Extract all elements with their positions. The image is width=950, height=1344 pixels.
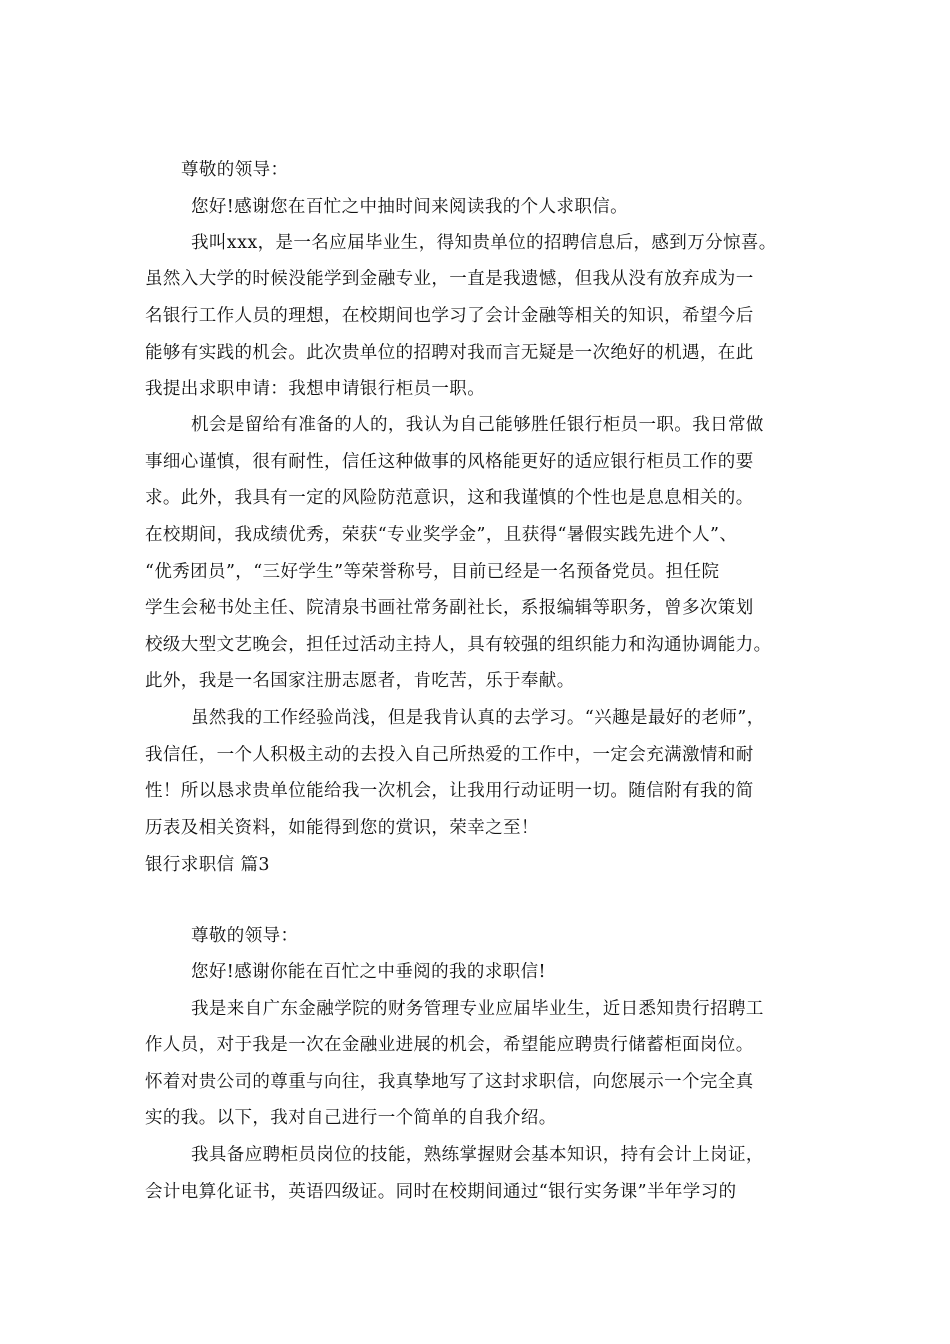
paragraph-line: 我是来自广东金融学院的财务管理专业应届毕业生，近日悉知贵行招聘工: [191, 999, 764, 1019]
paragraph-line: 作人员，对于我是一次在金融业进展的机会，希望能应聘贵行储蓄柜面岗位。: [145, 1035, 754, 1055]
paragraph-line: 我提出求职申请：我想申请银行柜员一职。: [145, 379, 486, 399]
paragraph-line: 实的我。以下，我对自己进行一个简单的自我介绍。: [145, 1108, 557, 1128]
paragraph-line: 机会是留给有准备的人的，我认为自己能够胜任银行柜员一职。我日常做: [191, 415, 764, 435]
paragraph-line: 事细心谨慎，很有耐性，信任这种做事的风格能更好的适应银行柜员工作的要: [145, 452, 754, 472]
paragraph-line: 求。此外，我具有一定的风险防范意识，这和我谨慎的个性也是息息相关的。: [145, 488, 754, 508]
greeting: 您好!感谢你能在百忙之中垂阅的我的求职信!: [191, 962, 546, 982]
paragraph-line: 在校期间，我成绩优秀，荣获“专业奖学金”，且获得“暑假实践先进个人”、: [145, 525, 738, 545]
paragraph-line: 虽然我的工作经验尚浅，但是我肯认真的去学习。“兴趣是最好的老师”，: [191, 708, 765, 728]
paragraph-line: 历表及相关资料，如能得到您的赏识，荣幸之至！: [145, 818, 539, 838]
paragraph-line: 我信任，一个人积极主动的去投入自己所热爱的工作中，一定会充满激情和耐: [145, 745, 754, 765]
salutation: 尊敬的领导：: [191, 926, 299, 946]
paragraph-line: 虽然入大学的时候没能学到金融专业，一直是我遗憾，但我从没有放弃成为一: [145, 269, 754, 289]
paragraph-line: 此外，我是一名国家注册志愿者，肯吃苦，乐于奉献。: [145, 671, 575, 691]
paragraph-line: 名银行工作人员的理想，在校期间也学习了会计金融等相关的知识，希望今后: [145, 306, 754, 326]
paragraph-line: “优秀团员”，“三好学生”等荣誉称号，目前已经是一名预备党员。担任院: [145, 562, 720, 582]
salutation: 尊敬的领导：: [181, 160, 289, 180]
paragraph-line: 学生会秘书处主任、院清泉书画社常务副社长，系报编辑等职务，曾多次策划: [145, 598, 754, 618]
paragraph-line: 能够有实践的机会。此次贵单位的招聘对我而言无疑是一次绝好的机遇，在此: [145, 343, 754, 363]
paragraph-line: 校级大型文艺晚会，担任过活动主持人，具有较强的组织能力和沟通协调能力。: [145, 635, 772, 655]
section-heading: 银行求职信 篇3: [145, 855, 270, 875]
paragraph-line: 会计电算化证书，英语四级证。同时在校期间通过“银行实务课”半年学习的: [145, 1182, 737, 1202]
paragraph-line: 我具备应聘柜员岗位的技能，熟练掌握财会基本知识，持有会计上岗证，: [191, 1145, 764, 1165]
paragraph-line: 怀着对贵公司的尊重与向往，我真挚地写了这封求职信，向您展示一个完全真: [145, 1072, 754, 1092]
paragraph-line: 我叫xxx，是一名应届毕业生，得知贵单位的招聘信息后，感到万分惊喜。: [191, 233, 777, 253]
greeting: 您好!感谢您在百忙之中抽时间来阅读我的个人求职信。: [191, 197, 629, 217]
paragraph-line: 性！所以恳求贵单位能给我一次机会，让我用行动证明一切。随信附有我的简: [145, 781, 754, 801]
